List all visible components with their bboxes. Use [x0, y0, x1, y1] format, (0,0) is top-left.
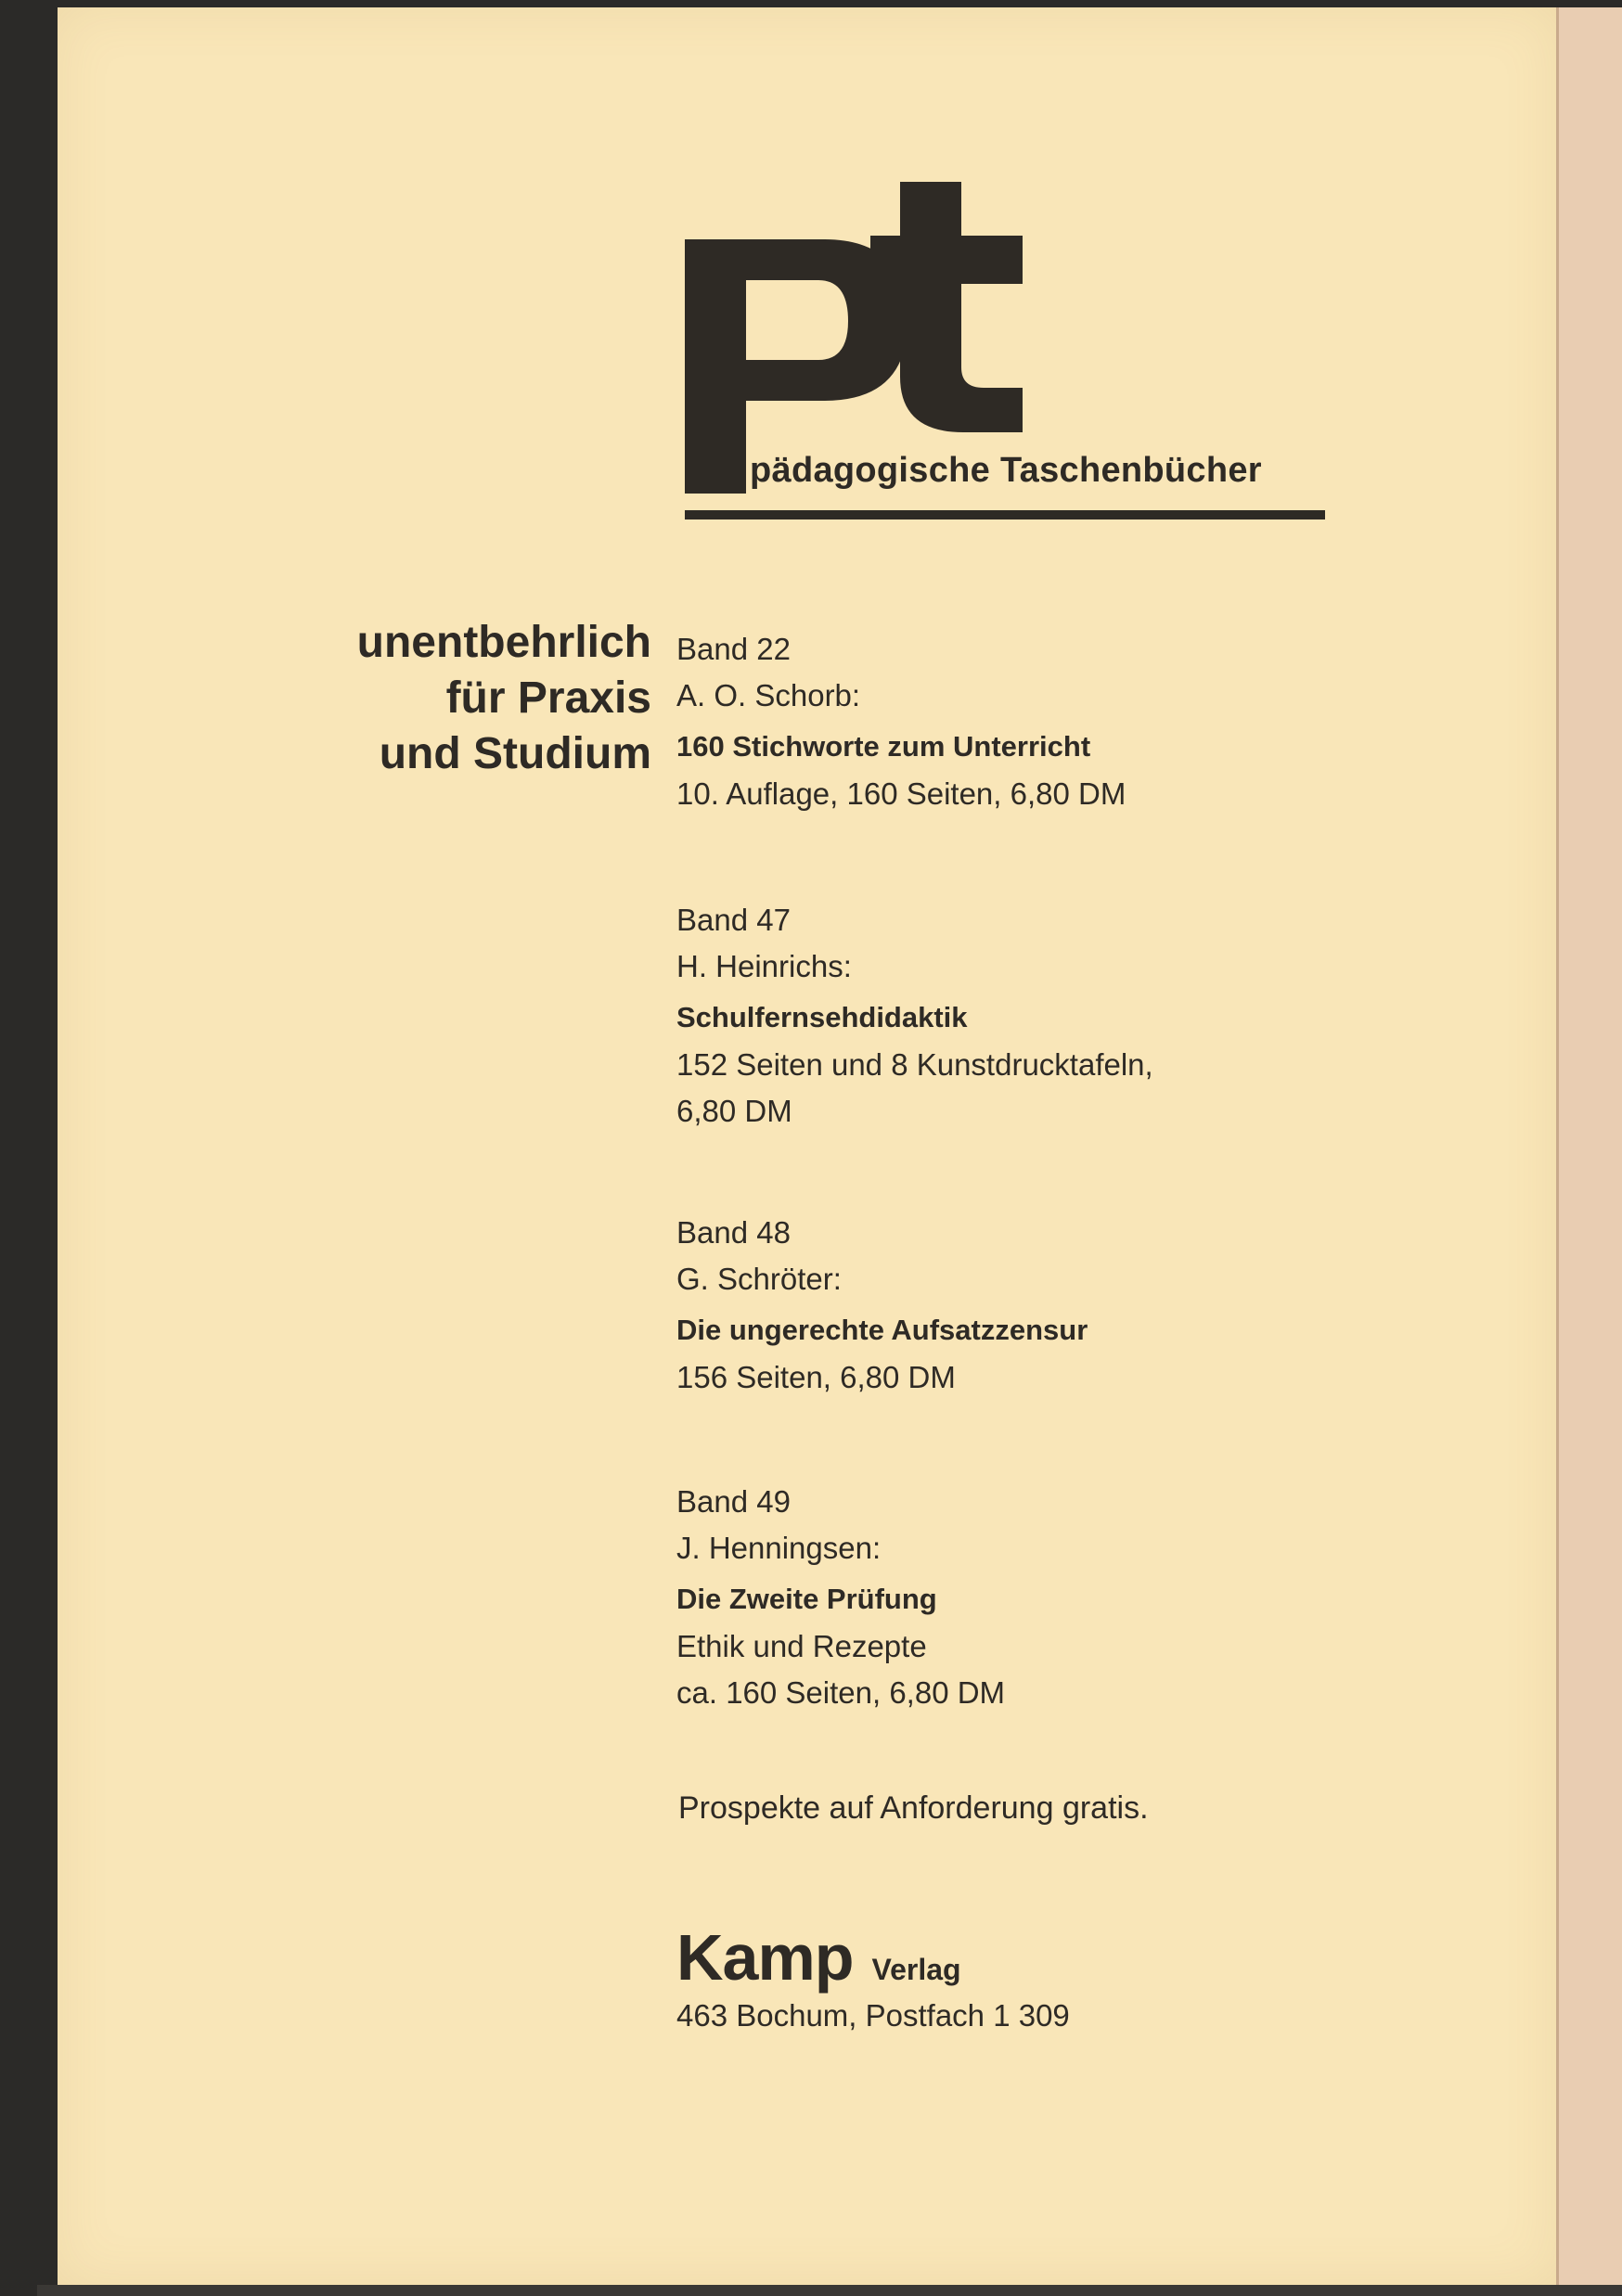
book-author: A. O. Schorb:: [676, 678, 861, 712]
slogan-line: und Studium: [379, 729, 651, 778]
scan-background: [37, 2285, 1622, 2296]
book-details: 152 Seiten und 8 Kunstdrucktafeln,: [676, 1047, 1153, 1082]
adjacent-page-edge: [1556, 7, 1622, 2290]
book-details: 6,80 DM: [676, 1094, 792, 1128]
slogan-line: unentbehrlich: [356, 618, 651, 667]
publisher-suffix: Verlag: [871, 1953, 961, 1986]
publisher-block: [676, 1920, 1070, 2033]
band-number: Band 48: [676, 1215, 791, 1250]
book-title: Schulfernsehdidaktik: [676, 1001, 968, 1033]
band-number: Band 49: [676, 1484, 791, 1519]
book-details: 10. Auflage, 160 Seiten, 6,80 DM: [676, 776, 1126, 811]
slogan-line: für Praxis: [445, 673, 651, 723]
book-entry: [676, 1210, 1512, 1401]
publisher-name: Kamp: [676, 1921, 854, 1994]
book-title: Die Zweite Prüfung: [676, 1583, 937, 1615]
book-entry: [676, 897, 1512, 1135]
book-entry: [676, 1479, 1512, 1716]
book-entry: [676, 626, 1512, 817]
pt-logo-mark: [685, 182, 1093, 497]
logo-t-crossbar: [870, 236, 1023, 284]
book-details: ca. 160 Seiten, 6,80 DM: [676, 1675, 1006, 1710]
band-number: Band 47: [676, 903, 791, 937]
logo-t-stem: [900, 182, 1023, 432]
slogan: [241, 615, 651, 782]
book-title: 160 Stichworte zum Unterricht: [676, 730, 1091, 763]
book-details: 156 Seiten, 6,80 DM: [676, 1360, 956, 1394]
brochure-note: Prospekte auf Anforderung gratis.: [678, 1790, 1149, 1826]
book-title: Die ungerechte Aufsatzzensur: [676, 1314, 1088, 1346]
book-author: H. Heinrichs:: [676, 949, 852, 983]
publisher-address: 463 Bochum, Postfach 1 309: [676, 1998, 1070, 2033]
series-logo: [685, 182, 1325, 525]
book-author: G. Schröter:: [676, 1262, 842, 1296]
series-subtitle: pädagogische Taschenbücher: [750, 451, 1262, 490]
book-author: J. Henningsen:: [676, 1531, 882, 1565]
logo-underline: [685, 510, 1325, 519]
book-details: Ethik und Rezepte: [676, 1629, 927, 1663]
band-number: Band 22: [676, 632, 791, 666]
